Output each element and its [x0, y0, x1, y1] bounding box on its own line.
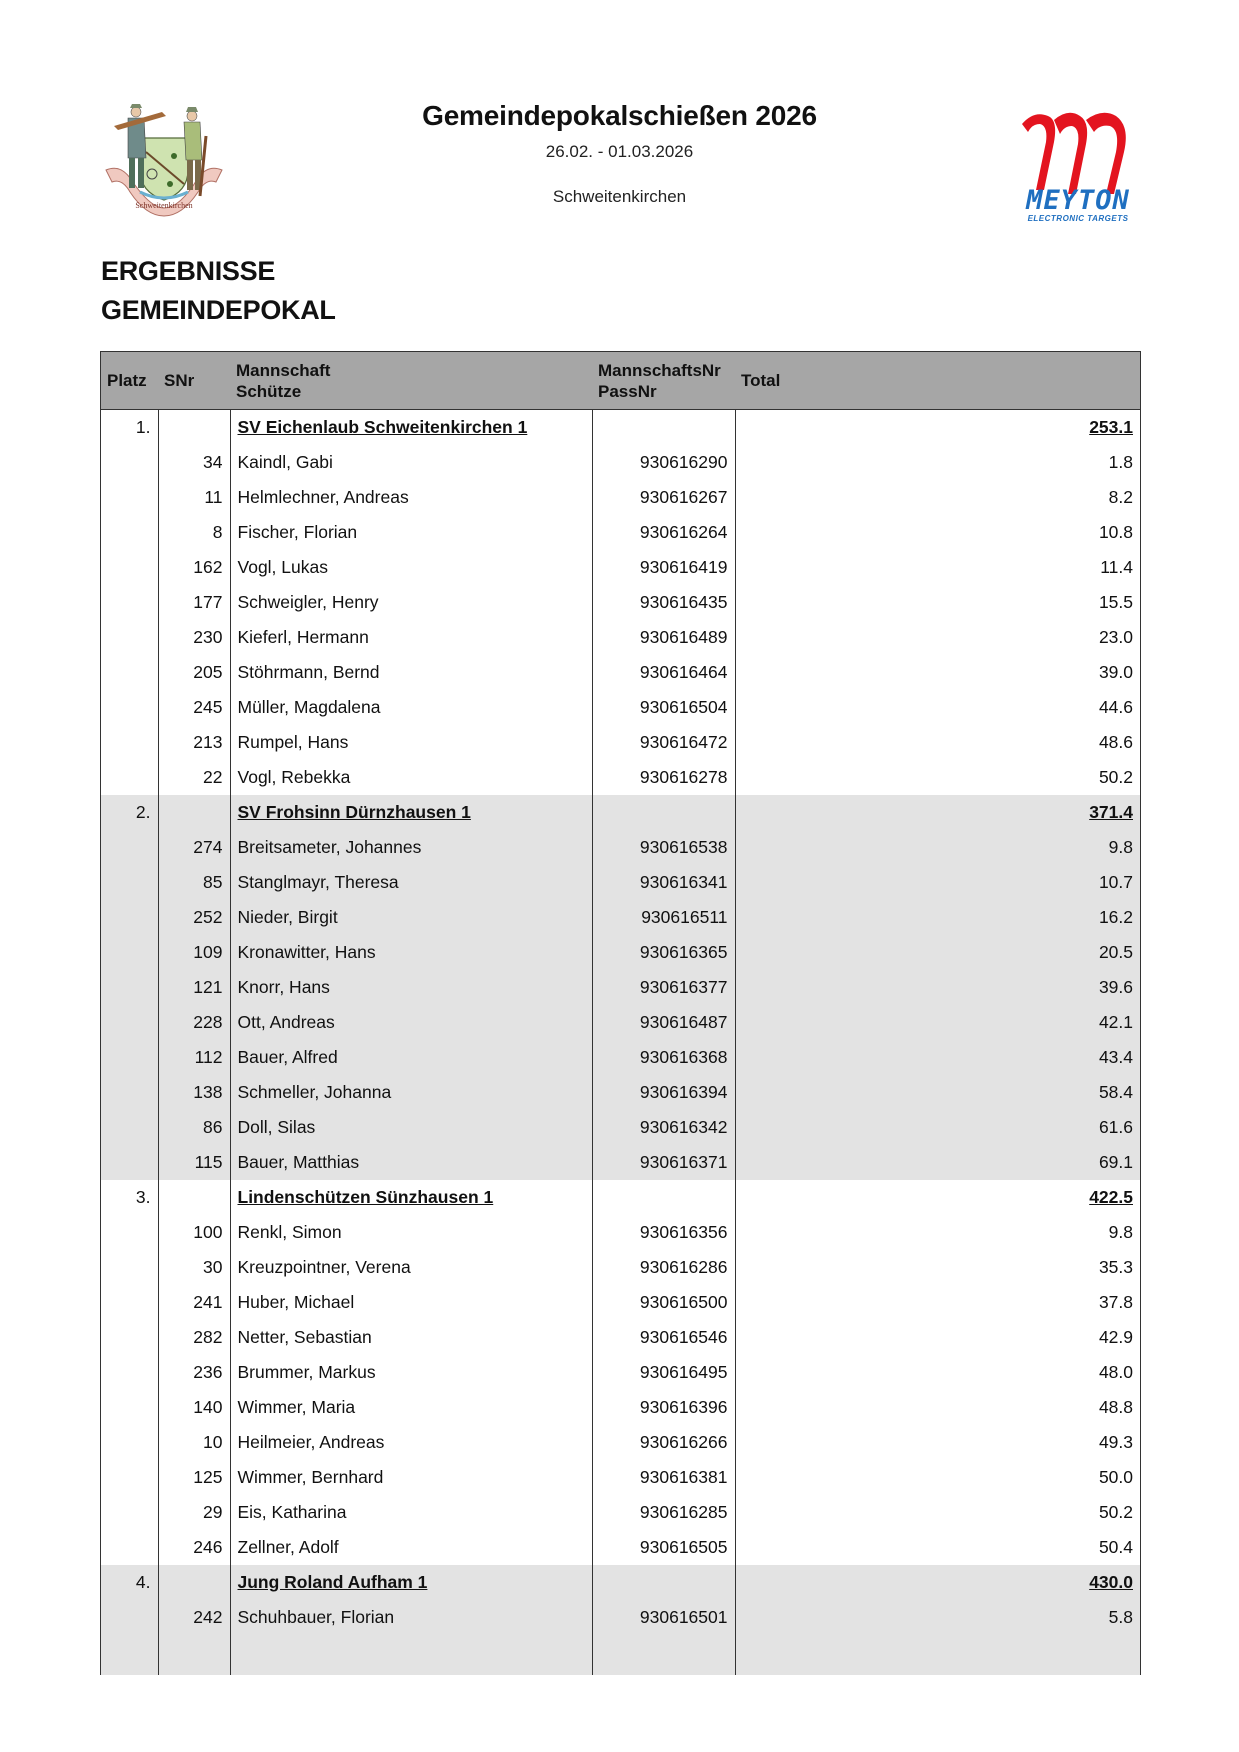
shooter-total: 50.0: [735, 1460, 1141, 1495]
shooter-total: 9.8: [735, 830, 1141, 865]
shooter-total: 50.4: [735, 1530, 1141, 1565]
shooter-place-empty: [101, 1600, 159, 1635]
shooter-total: 20.5: [735, 935, 1141, 970]
shooter-snr: 121: [158, 970, 230, 1005]
shooter-snr: 34: [158, 445, 230, 480]
shooter-place-empty: [101, 1075, 159, 1110]
event-dates: 26.02. - 01.03.2026: [545, 142, 694, 161]
shooter-snr: 228: [158, 1005, 230, 1040]
team-name: SV Eichenlaub Schweitenkirchen 1: [237, 417, 528, 437]
team-pass-empty: [592, 795, 735, 830]
team-row: [101, 410, 1141, 446]
shooter-row: [101, 1145, 1141, 1180]
shooter-row: [101, 1110, 1141, 1145]
shooter-snr: 246: [158, 1530, 230, 1565]
shooter-name: Müller, Magdalena: [230, 690, 592, 725]
shooter-passnr: 930616356: [592, 1215, 735, 1250]
shooter-name: Zellner, Adolf: [230, 1530, 592, 1565]
shooter-row: [101, 1320, 1141, 1355]
shooter-total: 9.8: [735, 1215, 1141, 1250]
shooter-name: Netter, Sebastian: [230, 1320, 592, 1355]
shooter-row: [101, 830, 1141, 865]
shooter-total: 37.8: [735, 1285, 1141, 1320]
shooter-total: 50.2: [735, 1495, 1141, 1530]
shooter-name: Kaindl, Gabi: [230, 445, 592, 480]
shooter-name: Schmeller, Johanna: [230, 1075, 592, 1110]
shooter-place-empty: [101, 1320, 159, 1355]
shooter-place-empty: [101, 865, 159, 900]
shooter-name: Bauer, Matthias: [230, 1145, 592, 1180]
shooter-total: 35.3: [735, 1250, 1141, 1285]
team-name: Jung Roland Aufham 1: [237, 1572, 428, 1592]
shooter-snr: 230: [158, 620, 230, 655]
shooter-snr: 177: [158, 585, 230, 620]
shooter-place-empty: [101, 1390, 159, 1425]
shooter-row: [101, 1425, 1141, 1460]
shooter-place-empty: [101, 585, 159, 620]
shooter-row: [101, 690, 1141, 725]
shooter-passnr: 930616290: [592, 445, 735, 480]
shooter-total: 49.3: [735, 1425, 1141, 1460]
shooter-name: Schweigler, Henry: [230, 585, 592, 620]
filler-row: [101, 1635, 1141, 1675]
shooter-place-empty: [101, 935, 159, 970]
filler-cell: [158, 1635, 230, 1675]
shooter-place-empty: [101, 690, 159, 725]
team-pass-empty: [592, 1565, 735, 1600]
shooter-passnr: 930616394: [592, 1075, 735, 1110]
team-place: 4.: [101, 1565, 159, 1600]
shooter-row: [101, 1250, 1141, 1285]
shooter-place-empty: [101, 550, 159, 585]
shooter-row: [101, 1285, 1141, 1320]
shooter-passnr: 930616342: [592, 1110, 735, 1145]
shooter-passnr: 930616396: [592, 1390, 735, 1425]
shooter-name: Huber, Michael: [230, 1285, 592, 1320]
shooter-passnr: 930616371: [592, 1145, 735, 1180]
shooter-place-empty: [101, 445, 159, 480]
shooter-name: Stanglmayr, Theresa: [230, 865, 592, 900]
shooter-name: Brummer, Markus: [230, 1355, 592, 1390]
shooter-name: Ott, Andreas: [230, 1005, 592, 1040]
shooter-name: Rumpel, Hans: [230, 725, 592, 760]
shooter-place-empty: [101, 1495, 159, 1530]
shooter-place-empty: [101, 725, 159, 760]
shooter-total: 15.5: [735, 585, 1141, 620]
team-name: Lindenschützen Sünzhausen 1: [237, 1187, 494, 1207]
shooter-row: [101, 515, 1141, 550]
shooter-total: 42.9: [735, 1320, 1141, 1355]
shooter-place-empty: [101, 1355, 159, 1390]
shooter-snr: 241: [158, 1285, 230, 1320]
shooter-snr: 11: [158, 480, 230, 515]
shooter-name: Vogl, Rebekka: [230, 760, 592, 795]
shooter-passnr: 930616501: [592, 1600, 735, 1635]
shooter-place-empty: [101, 900, 159, 935]
shooter-name: Doll, Silas: [230, 1110, 592, 1145]
shooter-passnr: 930616285: [592, 1495, 735, 1530]
shooter-row: [101, 1495, 1141, 1530]
team-name-cell: [230, 1565, 592, 1600]
shooter-row: [101, 1460, 1141, 1495]
shooter-row: [101, 480, 1141, 515]
shooter-snr: 115: [158, 1145, 230, 1180]
svg-text:Schweitenkirchen: Schweitenkirchen: [135, 201, 193, 210]
team-row: [101, 1180, 1141, 1215]
shooter-place-empty: [101, 1285, 159, 1320]
event-location: Schweitenkirchen: [552, 187, 687, 206]
shooter-place-empty: [101, 1005, 159, 1040]
team-total-cell: [735, 795, 1141, 830]
shooter-passnr: 930616286: [592, 1250, 735, 1285]
table-header-row: [101, 352, 1141, 410]
shooter-total: 16.2: [735, 900, 1141, 935]
shooter-row: [101, 935, 1141, 970]
col-header-platz: Platz: [101, 352, 159, 410]
filler-cell: [230, 1635, 592, 1675]
shooter-snr: 10: [158, 1425, 230, 1460]
shooter-total: 48.0: [735, 1355, 1141, 1390]
col-header-total: Total: [735, 352, 1141, 410]
shooter-row: [101, 1600, 1141, 1635]
shooter-passnr: 930616487: [592, 1005, 735, 1040]
shooter-passnr: 930616472: [592, 725, 735, 760]
shooter-snr: 100: [158, 1215, 230, 1250]
shooter-snr: 86: [158, 1110, 230, 1145]
shooter-row: [101, 1355, 1141, 1390]
shooter-snr: 205: [158, 655, 230, 690]
shooter-snr: 138: [158, 1075, 230, 1110]
shooter-place-empty: [101, 830, 159, 865]
team-total-cell: [735, 1180, 1141, 1215]
team-place: 1.: [101, 410, 159, 446]
shooter-place-empty: [101, 760, 159, 795]
shooter-row: [101, 970, 1141, 1005]
col-header-passnr: MannschaftsNr PassNr: [592, 352, 735, 410]
shooter-place-empty: [101, 970, 159, 1005]
shooter-name: Helmlechner, Andreas: [230, 480, 592, 515]
shooter-snr: 274: [158, 830, 230, 865]
shooter-passnr: 930616538: [592, 830, 735, 865]
shooter-name: Vogl, Lukas: [230, 550, 592, 585]
shooter-row: [101, 1390, 1141, 1425]
shooter-name: Heilmeier, Andreas: [230, 1425, 592, 1460]
team-total: 422.5: [1089, 1187, 1133, 1207]
shooter-name: Knorr, Hans: [230, 970, 592, 1005]
shooter-name: Bauer, Alfred: [230, 1040, 592, 1075]
shooter-name: Kreuzpointner, Verena: [230, 1250, 592, 1285]
shooter-row: [101, 1215, 1141, 1250]
team-name-cell: [230, 410, 592, 446]
shooter-place-empty: [101, 480, 159, 515]
shooter-passnr: 930616504: [592, 690, 735, 725]
shooter-name: Renkl, Simon: [230, 1215, 592, 1250]
meyton-tagline: ELECTRONIC TARGETS: [1027, 214, 1129, 223]
shooter-total: 39.0: [735, 655, 1141, 690]
shooter-name: Nieder, Birgit: [230, 900, 592, 935]
shooter-name: Stöhrmann, Bernd: [230, 655, 592, 690]
team-total-cell: [735, 410, 1141, 446]
shooter-passnr: 930616341: [592, 865, 735, 900]
shooter-snr: 85: [158, 865, 230, 900]
team-total: 371.4: [1089, 802, 1133, 822]
shooter-total: 1.8: [735, 445, 1141, 480]
team-name-cell: [230, 1180, 592, 1215]
shooter-name: Eis, Katharina: [230, 1495, 592, 1530]
shooter-snr: 245: [158, 690, 230, 725]
shooter-place-empty: [101, 1530, 159, 1565]
shooter-snr: 140: [158, 1390, 230, 1425]
shooter-total: 43.4: [735, 1040, 1141, 1075]
shooter-snr: 22: [158, 760, 230, 795]
shooter-passnr: 930616264: [592, 515, 735, 550]
team-pass-empty: [592, 1180, 735, 1215]
shooter-place-empty: [101, 655, 159, 690]
shooter-total: 61.6: [735, 1110, 1141, 1145]
filler-cell: [101, 1635, 159, 1675]
shooter-total: 10.8: [735, 515, 1141, 550]
shooter-total: 69.1: [735, 1145, 1141, 1180]
shooter-snr: 8: [158, 515, 230, 550]
shooter-row: [101, 445, 1141, 480]
team-total-cell: [735, 1565, 1141, 1600]
shooter-passnr: 930616419: [592, 550, 735, 585]
shooter-passnr: 930616278: [592, 760, 735, 795]
team-row: [101, 795, 1141, 830]
team-place: 3.: [101, 1180, 159, 1215]
shooter-total: 11.4: [735, 550, 1141, 585]
shooter-snr: 213: [158, 725, 230, 760]
shooter-place-empty: [101, 1110, 159, 1145]
shooter-total: 39.6: [735, 970, 1141, 1005]
section-heading-competition: GEMEINDEPOKAL: [101, 295, 336, 325]
shooter-place-empty: [101, 620, 159, 655]
shooter-snr: 109: [158, 935, 230, 970]
shooter-total: 42.1: [735, 1005, 1141, 1040]
shooter-place-empty: [101, 1250, 159, 1285]
team-snr-empty: [158, 1180, 230, 1215]
team-name-cell: [230, 795, 592, 830]
team-snr-empty: [158, 410, 230, 446]
shooter-passnr: 930616377: [592, 970, 735, 1005]
results-table: [100, 351, 1141, 1675]
shooter-passnr: 930616511: [592, 900, 735, 935]
shooter-place-empty: [101, 515, 159, 550]
shooter-passnr: 930616546: [592, 1320, 735, 1355]
results-body: [101, 410, 1141, 1676]
filler-cell: [735, 1635, 1141, 1675]
shooter-row: [101, 1005, 1141, 1040]
shooter-passnr: 930616381: [592, 1460, 735, 1495]
shooter-name: Wimmer, Maria: [230, 1390, 592, 1425]
shooter-total: 58.4: [735, 1075, 1141, 1110]
shooter-passnr: 930616435: [592, 585, 735, 620]
shooter-snr: 242: [158, 1600, 230, 1635]
shooter-passnr: 930616464: [592, 655, 735, 690]
shooter-total: 8.2: [735, 480, 1141, 515]
shooter-snr: 29: [158, 1495, 230, 1530]
shooter-row: [101, 1040, 1141, 1075]
team-total: 253.1: [1089, 417, 1133, 437]
team-snr-empty: [158, 1565, 230, 1600]
page-title: Gemeindepokalschießen 2026: [422, 100, 817, 131]
shooter-name: Kronawitter, Hans: [230, 935, 592, 970]
shooter-row: [101, 760, 1141, 795]
shooter-snr: 30: [158, 1250, 230, 1285]
team-name: SV Frohsinn Dürnzhausen 1: [237, 802, 471, 822]
shooter-passnr: 930616495: [592, 1355, 735, 1390]
shooter-total: 48.6: [735, 725, 1141, 760]
shooter-total: 23.0: [735, 620, 1141, 655]
shooter-total: 44.6: [735, 690, 1141, 725]
col-header-snr: SNr: [158, 352, 230, 410]
shooter-name: Wimmer, Bernhard: [230, 1460, 592, 1495]
shooter-place-empty: [101, 1145, 159, 1180]
shooter-snr: 162: [158, 550, 230, 585]
shooter-name: Fischer, Florian: [230, 515, 592, 550]
team-row: [101, 1565, 1141, 1600]
shooter-row: [101, 725, 1141, 760]
shooter-snr: 125: [158, 1460, 230, 1495]
shooter-row: [101, 620, 1141, 655]
shooter-snr: 252: [158, 900, 230, 935]
shooter-passnr: 930616505: [592, 1530, 735, 1565]
team-pass-empty: [592, 410, 735, 446]
shooter-row: [101, 865, 1141, 900]
shooter-name: Schuhbauer, Florian: [230, 1600, 592, 1635]
shooter-snr: 282: [158, 1320, 230, 1355]
shooter-total: 50.2: [735, 760, 1141, 795]
shooter-place-empty: [101, 1425, 159, 1460]
team-snr-empty: [158, 795, 230, 830]
shooter-passnr: 930616500: [592, 1285, 735, 1320]
shooter-row: [101, 1530, 1141, 1565]
shooter-passnr: 930616365: [592, 935, 735, 970]
shooter-passnr: 930616489: [592, 620, 735, 655]
shooter-snr: 236: [158, 1355, 230, 1390]
shooter-passnr: 930616267: [592, 480, 735, 515]
col-header-name: Mannschaft Schütze: [230, 352, 592, 410]
shooter-row: [101, 1075, 1141, 1110]
shooter-place-empty: [101, 1215, 159, 1250]
shooter-name: Breitsameter, Johannes: [230, 830, 592, 865]
section-heading-results: ERGEBNISSE: [101, 256, 276, 286]
shooter-passnr: 930616266: [592, 1425, 735, 1460]
shooter-passnr: 930616368: [592, 1040, 735, 1075]
shooter-row: [101, 900, 1141, 935]
shooter-row: [101, 550, 1141, 585]
shooter-row: [101, 585, 1141, 620]
shooter-total: 48.8: [735, 1390, 1141, 1425]
shooter-total: 10.7: [735, 865, 1141, 900]
shooter-snr: 112: [158, 1040, 230, 1075]
team-total: 430.0: [1089, 1572, 1133, 1592]
shooter-place-empty: [101, 1460, 159, 1495]
shooter-place-empty: [101, 1040, 159, 1075]
meyton-brand: MEYTON: [1026, 185, 1130, 216]
shooter-row: [101, 655, 1141, 690]
team-place: 2.: [101, 795, 159, 830]
shooter-total: 5.8: [735, 1600, 1141, 1635]
shooter-name: Kieferl, Hermann: [230, 620, 592, 655]
filler-cell: [592, 1635, 735, 1675]
